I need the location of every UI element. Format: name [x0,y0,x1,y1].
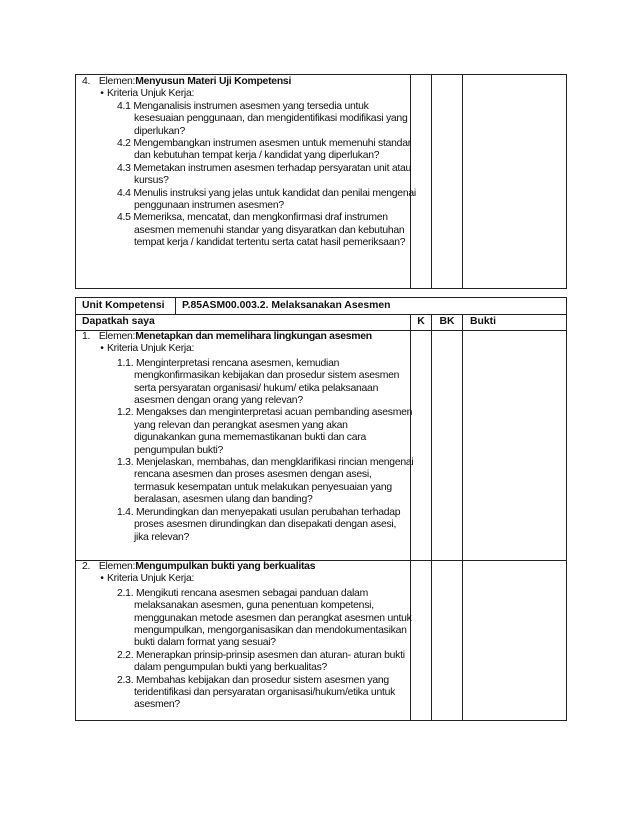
criteria-line: kursus? [134,175,169,187]
criteria-label: Kriteria Unjuk Kerja: [107,88,195,100]
element-number: 4. [82,76,91,87]
criteria-line: penggunaan instrumen asesmen? [134,200,284,212]
element-prefix: Elemen: [98,76,136,87]
criteria-line: 2.3. Membahas kebijakan dan prosedur sistem asesmen yang [117,674,389,686]
k-cell[interactable] [411,561,432,721]
criteria-line: jika relevan? [134,531,190,543]
criteria-line: dalam pengumpulan bukti yang berkualitas? [134,662,328,674]
k-cell[interactable] [411,75,432,289]
criteria-line: 2.1. Mengikuti rencana asesmen sebagai panduan dalam [117,587,368,599]
criteria-line: serta persyaratan organisasi/ hukum/ etika pelaksanaan [134,382,379,394]
criteria-line: diperlukan? [134,125,185,137]
bullet-icon: • [100,88,104,100]
bukti-cell[interactable] [463,75,567,289]
criteria-line: 4.3 Memetakan instrumen asesmen terhadap persyaratan unit atau [117,162,412,174]
criteria-line: mengumpulkan, mengorganisasikan dan mendokumentasikan [134,625,407,637]
criteria-line: kesesuaian penggunaan, dan mengidentifikasi modifikasi yang [134,113,408,125]
criteria-line: asesmen memenuhi standar yang disyaratkan dan kebutuhan [134,224,405,236]
element-title: Menetapkan dan memelihara lingkungan asesmen [135,331,372,342]
element-prefix: Elemen: [98,561,136,572]
bk-cell[interactable] [432,331,463,561]
criteria-label: Kriteria Unjuk Kerja: [107,573,195,585]
unit-info-table [75,297,567,315]
competency-table-continued [75,74,567,289]
criteria-line: rencana asesmen dan proses asesmen dengan asesi, [134,469,372,481]
bk-cell[interactable] [432,561,463,721]
criteria-line: 1.3. Menjelaskan, membahas, dan mengklarifikasi rincian mengenai [117,457,414,469]
element-number: 1. [82,331,91,342]
bullet-icon: • [100,573,104,585]
criteria-line: mengkonfirmasikan kebijakan dan prosedur sistem asesmen [134,370,400,382]
k-cell[interactable] [411,331,432,561]
header-k: K [411,315,432,331]
criteria-line: asesmen? [134,699,180,711]
criteria-line: 4.5 Memeriksa, mencatat, dan mengkonfirmasi draf instrumen [117,212,388,224]
bullet-icon: • [100,343,104,355]
bk-cell[interactable] [432,75,463,289]
criteria-line: 1.4. Merundingkan dan menyepakati usulan perubahan terhadap [117,506,401,518]
criteria-line: termasuk kesempatan untuk melakukan penyesuaian yang [134,481,392,493]
unit-value: P.85ASM00.003.2. Melaksanakan Asesmen [176,298,567,315]
criteria-label: Kriteria Unjuk Kerja: [107,343,195,355]
element-2-cell [76,561,411,721]
header-question: Dapatkah saya [76,315,411,331]
element-title: Menyusun Materi Uji Kompetensi [135,76,292,87]
criteria-line: bukti dalam format yang sesuai? [134,637,276,649]
criteria-line: beralasan, asesmen ulang dan banding? [134,494,313,506]
criteria-line: pengumpulan bukti? [134,444,224,456]
element-number: 2. [82,561,91,572]
criteria-line: 4.2 Mengembangkan instrumen asesmen untuk memenuhi standar [117,138,411,150]
criteria-line: asesmen dengan orang yang relevan? [134,395,303,407]
criteria-line: 4.1 Menganalisis instrumen asesmen yang tersedia untuk [117,100,369,112]
criteria-line: melaksanakan asesmen, guna penentuan kompetensi, [134,600,374,612]
criteria-line: 1.2. Mengakses dan menginterpretasi acuan pembanding asesmen [117,407,413,419]
bukti-cell[interactable] [463,561,567,721]
criteria-line: dan kebutuhan tempat kerja / kandidat yang diperlukan? [134,150,380,162]
header-bukti: Bukti [463,315,567,331]
criteria-line: 2.2. Menerapkan prinsip-prinsip asesmen dan aturan- aturan bukti [117,649,405,661]
element-title: Mengumpulkan bukti yang berkualitas [135,561,316,572]
element-4-cell [76,75,416,289]
element-prefix: Elemen: [98,331,136,342]
criteria-line: proses asesmen dirundingkan dan disepakati dengan asesi, [134,519,397,531]
header-bk: BK [432,315,463,331]
criteria-line: menggunakan metode asesmen dan perangkat asesmen untuk [134,612,412,624]
criteria-line: yang relevan dan perangkat asesmen yang akan [134,419,348,431]
element-1-cell [76,331,414,561]
criteria-line: 1.1. Menginterpretasi rencana asesmen, kemudian [117,357,340,369]
bukti-cell[interactable] [463,331,567,561]
criteria-line: teridentifikasi dan persyaratan organisasi/hukum/etika untuk [134,687,396,699]
criteria-line: tempat kerja / kandidat tertentu serta catat hasil pemeriksaan? [134,237,406,249]
unit-label: Unit Kompetensi [76,298,176,315]
competency-table [75,314,567,721]
criteria-line: digunakankan guna mememastikanan bukti dan cara [134,432,367,444]
criteria-line: 4.4 Menulis instruksi yang jelas untuk kandidat dan penilai mengenai [117,187,416,199]
